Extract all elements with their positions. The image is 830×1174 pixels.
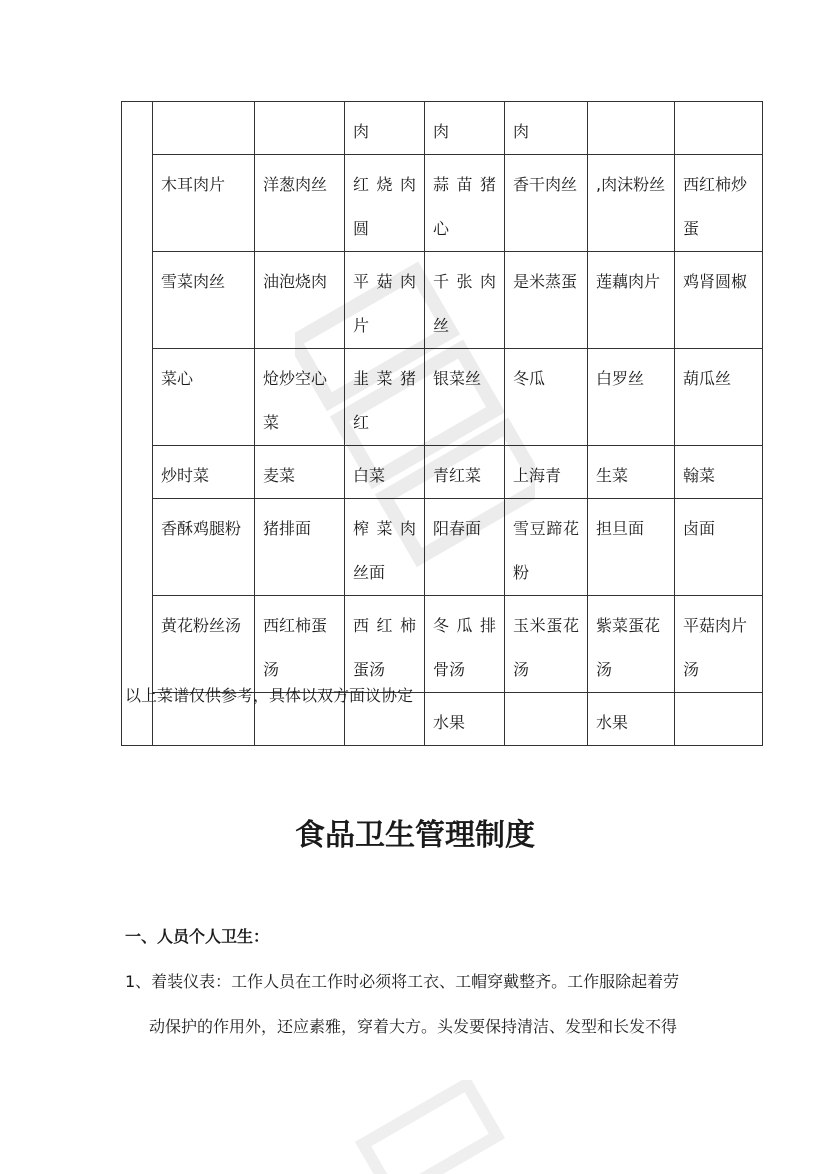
table-row bbox=[122, 446, 763, 499]
table-cell: 卤面 bbox=[675, 499, 763, 596]
table-cell: 油泡烧肉 bbox=[255, 252, 345, 349]
table-cell bbox=[675, 693, 763, 746]
table-row bbox=[122, 155, 763, 252]
table-cell: 银菜丝 bbox=[425, 349, 505, 446]
paragraph-line: 动保护的作用外，还应素雅，穿着大方。头发要保持清洁、发型和长发不得 bbox=[149, 1017, 678, 1036]
table-cell: 黄花粉丝汤 bbox=[153, 596, 255, 693]
table-cell: 是米蒸蛋 bbox=[505, 252, 588, 349]
table-cell: 平菇肉片汤 bbox=[675, 596, 763, 693]
table-cell bbox=[505, 693, 588, 746]
table-cell: 担旦面 bbox=[588, 499, 675, 596]
table-cell: 菜心 bbox=[153, 349, 255, 446]
table-cell: 红烧肉圆 bbox=[345, 155, 425, 252]
paragraph bbox=[125, 959, 725, 1049]
table-cell: 肉 bbox=[425, 102, 505, 155]
table-row bbox=[122, 499, 763, 596]
table-cell: 翰菜 bbox=[675, 446, 763, 499]
table-cell: 白菜 bbox=[345, 446, 425, 499]
table-cell: 青红菜 bbox=[425, 446, 505, 499]
table-cell: 鸡肾圆椒 bbox=[675, 252, 763, 349]
table-cell: 葫瓜丝 bbox=[675, 349, 763, 446]
table-cell: 洋葱肉丝 bbox=[255, 155, 345, 252]
table-cell: 冬瓜排骨汤 bbox=[425, 596, 505, 693]
table-cell: 肉 bbox=[345, 102, 425, 155]
menu-table bbox=[121, 101, 763, 746]
table-cell: 香酥鸡腿粉 bbox=[153, 499, 255, 596]
table-cell: 肉 bbox=[505, 102, 588, 155]
table-cell: ,肉沫粉丝 bbox=[588, 155, 675, 252]
table-cell: 紫菜蛋花汤 bbox=[588, 596, 675, 693]
table-cell: 西红柿炒蛋 bbox=[675, 155, 763, 252]
table-cell bbox=[675, 102, 763, 155]
table-cell: 平菇肉片 bbox=[345, 252, 425, 349]
table-cell: 韭菜猪红 bbox=[345, 349, 425, 446]
table-cell: 西红柿蛋汤 bbox=[345, 596, 425, 693]
menu-note: 以上菜谱仅供参考，具体以双方面议协定 bbox=[125, 686, 414, 705]
table-cell: 木耳肉片 bbox=[153, 155, 255, 252]
table-cell: 猪排面 bbox=[255, 499, 345, 596]
table-cell: 香干肉丝 bbox=[505, 155, 588, 252]
table-row bbox=[122, 349, 763, 446]
table-cell: 冬瓜 bbox=[505, 349, 588, 446]
table-row bbox=[122, 252, 763, 349]
table-cell bbox=[588, 102, 675, 155]
table-cell: 水果 bbox=[425, 693, 505, 746]
table-cell: 上海青 bbox=[505, 446, 588, 499]
table-cell: 雪菜肉丝 bbox=[153, 252, 255, 349]
table-cell: 阳春面 bbox=[425, 499, 505, 596]
table-cell: 白罗丝 bbox=[588, 349, 675, 446]
paragraph-line: 1、着装仪表：工作人员在工作时必须将工衣、工帽穿戴整齐。工作服除起着劳 bbox=[125, 972, 680, 991]
table-cell: 玉米蛋花汤 bbox=[505, 596, 588, 693]
table-cell: 生菜 bbox=[588, 446, 675, 499]
section-heading: 一、人员个人卫生： bbox=[125, 927, 270, 946]
table-cell: 水果 bbox=[588, 693, 675, 746]
watermark-graphic bbox=[330, 1080, 530, 1174]
table-cell bbox=[153, 102, 255, 155]
table-cell: 榨菜肉丝面 bbox=[345, 499, 425, 596]
document-title: 食品卫生管理制度 bbox=[295, 818, 535, 853]
table-cell: 麦菜 bbox=[255, 446, 345, 499]
table-cell: 千张肉丝 bbox=[425, 252, 505, 349]
table-row bbox=[122, 102, 763, 155]
table-cell: 炒时菜 bbox=[153, 446, 255, 499]
table-cell: 蒜苗猪心 bbox=[425, 155, 505, 252]
table-cell: 西红柿蛋汤 bbox=[255, 596, 345, 693]
table-row bbox=[122, 596, 763, 693]
table-cell: 炝炒空心菜 bbox=[255, 349, 345, 446]
table-cell: 雪豆蹄花粉 bbox=[505, 499, 588, 596]
table-cell: 莲藕肉片 bbox=[588, 252, 675, 349]
side-column-cell bbox=[122, 102, 153, 746]
table-cell bbox=[255, 102, 345, 155]
